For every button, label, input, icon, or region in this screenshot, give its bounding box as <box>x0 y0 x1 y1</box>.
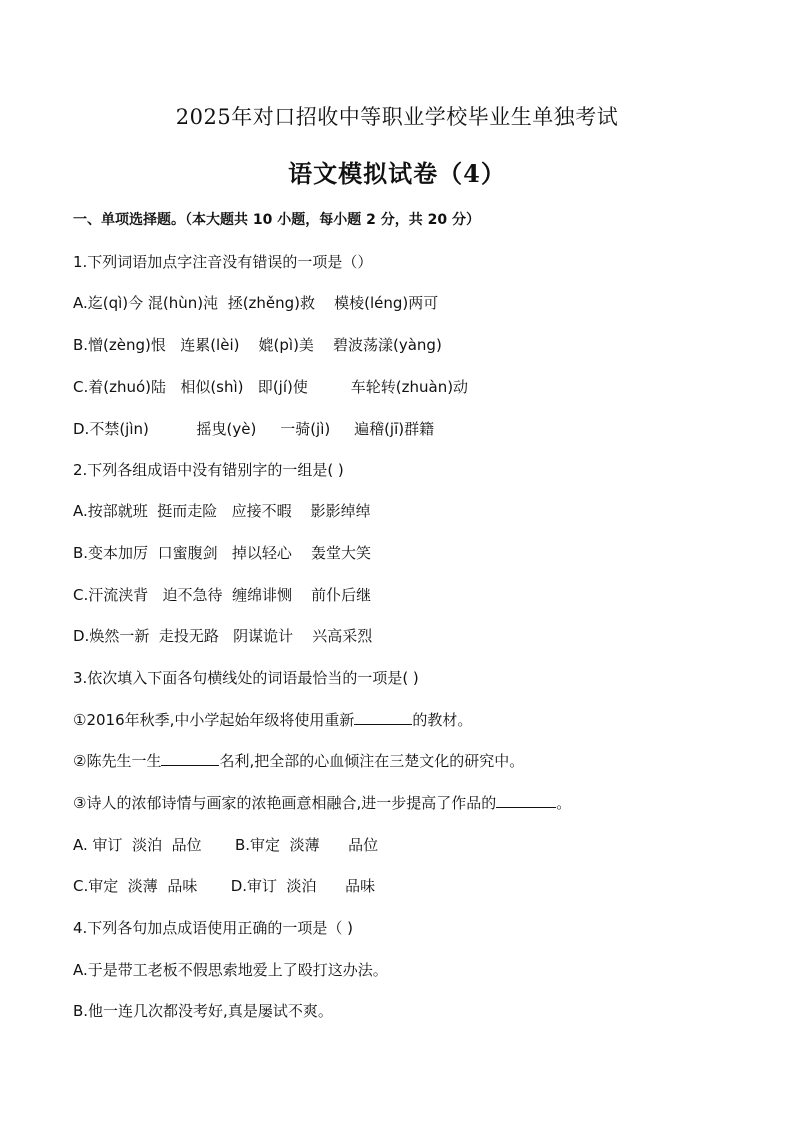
question-3-sentence-2 <box>73 751 524 771</box>
question-1-option-b: B.憎(zèng)恨 连累(lèi) 媲(pì)美 碧波荡漾(yàng) <box>73 336 442 354</box>
sentence-2-text-after: 名利,把全部的心血倾注在三楚文化的研究中。 <box>219 752 525 770</box>
question-2-option-a: A.按部就班 挺而走险 应接不暇 影影绰绰 <box>73 502 371 520</box>
sentence-1-text-before: ①2016年秋季,中小学起始年级将使用重新 <box>73 711 355 729</box>
question-1-option-d: D.不禁(jìn) 摇曳(yè) 一骑(jì) 遍稽(jī)群籍 <box>73 420 435 438</box>
fill-blank-3 <box>496 793 556 808</box>
sentence-3-text-after: 。 <box>556 794 572 812</box>
question-1-option-c: C.着(zhuó)陆 相似(shì) 即(jí)使 车轮转(zhuàn)动 <box>73 378 469 396</box>
fill-blank-1 <box>354 710 412 725</box>
question-4-stem: 4.下列各句加点成语使用正确的一项是（ ) <box>73 919 353 937</box>
section-heading: 一、单项选择题。（本大题共 10 小题，每小题 2 分，共 20 分） <box>73 212 480 228</box>
sentence-2-text-before: ②陈先生一生 <box>73 752 162 770</box>
exam-subtitle: 语文模拟试卷（4） <box>288 159 506 188</box>
question-3-options-cd: C.审定 淡薄 品味 D.审订 淡泊 品味 <box>73 877 376 895</box>
question-2-option-d: D.焕然一新 走投无路 阴谋诡计 兴高采烈 <box>73 627 373 645</box>
question-3-sentence-1 <box>73 710 472 730</box>
question-3-options-ab: A. 审订 淡泊 品位 B.审定 淡薄 品位 <box>73 836 379 854</box>
question-3-sentence-3 <box>73 793 571 813</box>
sentence-3-text-before: ③诗人的浓郁诗情与画家的浓艳画意相融合,进一步提高了作品的 <box>73 794 497 812</box>
question-4-option-a: A.于是带工老板不假思索地爱上了殴打这办法。 <box>73 961 388 979</box>
sentence-1-text-after: 的教材。 <box>412 711 473 729</box>
question-4-option-b: B.他一连几次都没考好,真是屡试不爽。 <box>73 1002 333 1020</box>
question-1-stem: 1.下列词语加点字注音没有错误的一项是（） <box>73 253 373 271</box>
question-1-option-a: A.迄(qì)今 混(hùn)沌 拯(zhěng)救 模棱(léng)两可 <box>73 294 439 312</box>
question-2-option-c: C.汗流浃背 迫不急待 缠绵诽恻 前仆后继 <box>73 586 372 604</box>
exam-title: 2025年对口招收中等职业学校毕业生单独考试 <box>175 105 619 129</box>
fill-blank-2 <box>161 751 219 766</box>
question-2-stem: 2.下列各组成语中没有错别字的一组是( ) <box>73 461 344 479</box>
question-3-stem: 3.依次填入下面各句横线处的词语最恰当的一项是( ) <box>73 669 419 687</box>
question-2-option-b: B.变本加厉 口蜜腹剑 掉以轻心 轰堂大笑 <box>73 544 371 562</box>
